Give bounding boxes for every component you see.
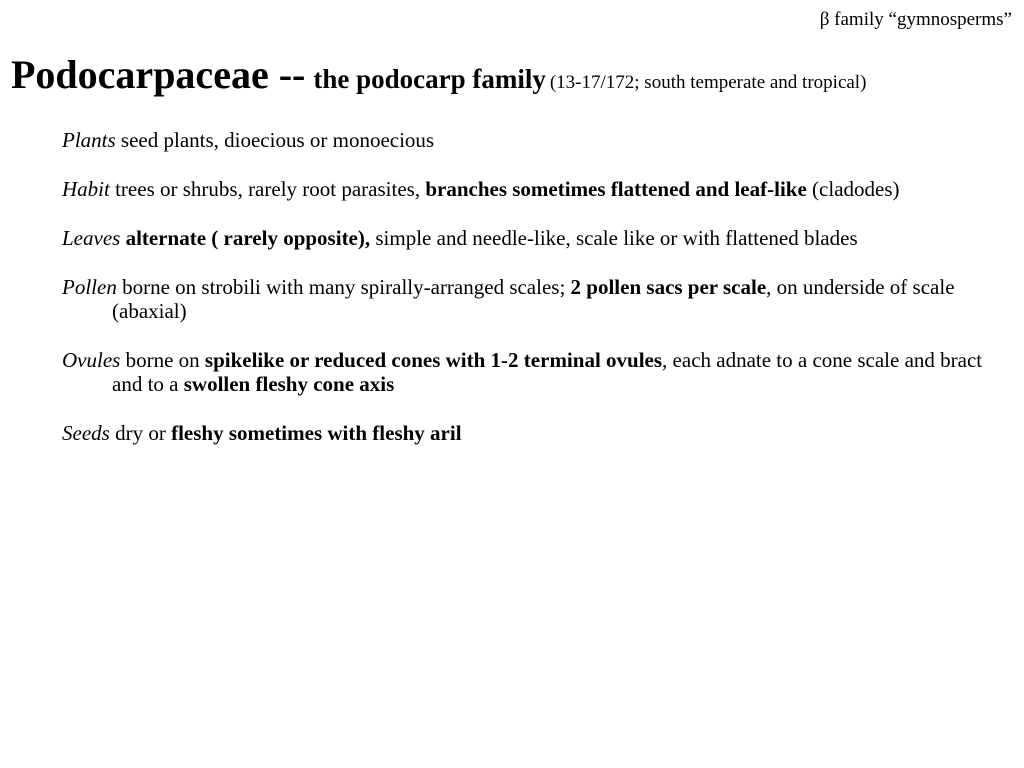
- trait-list: [62, 128, 1012, 470]
- trait-pollen-text-1: borne on strobili with many spirally-arranged scales;: [122, 275, 566, 299]
- trait-habit-bold-1: branches sometimes flattened and leaf-like: [425, 177, 807, 201]
- slide-title: [11, 52, 1011, 98]
- trait-leaves-bold-1: alternate ( rarely opposite),: [125, 226, 371, 250]
- trait-seeds-text-1: dry or: [115, 421, 166, 445]
- trait-ovules-bold-2: swollen fleshy cone axis: [183, 372, 395, 396]
- trait-ovules-bold-1: spikelike or reduced cones with 1-2 terminal ovules: [204, 348, 663, 372]
- family-name: Podocarpaceae --: [11, 52, 306, 97]
- trait-ovules-text-1: borne on: [125, 348, 200, 372]
- trait-ovules-text-2: , each adnate to a cone scale and bract and to a: [112, 348, 983, 396]
- common-name: the podocarp family: [313, 64, 546, 94]
- trait-habit: [62, 177, 1012, 201]
- trait-ovules: [62, 348, 1012, 396]
- trait-habit-text-1: trees or shrubs, rarely root parasites,: [115, 177, 421, 201]
- trait-term-seeds: Seeds: [62, 421, 110, 445]
- trait-leaves: [62, 226, 1012, 250]
- trait-plants: [62, 128, 1012, 152]
- trait-term-pollen: Pollen: [62, 275, 117, 299]
- trait-plants-text: seed plants, dioecious or monoecious: [120, 128, 435, 152]
- trait-term-plants: Plants: [62, 128, 116, 152]
- trait-seeds: [62, 421, 1012, 445]
- distribution-note: (13-17/172; south temperate and tropical): [549, 72, 867, 93]
- trait-term-habit: Habit: [62, 177, 110, 201]
- trait-term-leaves: Leaves: [62, 226, 121, 250]
- trait-seeds-bold-1: fleshy sometimes with fleshy aril: [171, 421, 462, 445]
- trait-pollen: [62, 275, 1012, 323]
- trait-habit-text-2: (cladodes): [812, 177, 900, 201]
- trait-term-ovules: Ovules: [62, 348, 121, 372]
- beta-symbol: β: [819, 9, 830, 30]
- section-label-text: family “gymnosperms”: [834, 9, 1012, 30]
- trait-pollen-text-2: , on underside of scale (abaxial): [112, 275, 955, 323]
- trait-pollen-bold-1: 2 pollen sacs per scale: [570, 275, 767, 299]
- trait-leaves-text-1: simple and needle-like, scale like or with flattened blades: [375, 226, 858, 250]
- section-label: [820, 9, 1012, 31]
